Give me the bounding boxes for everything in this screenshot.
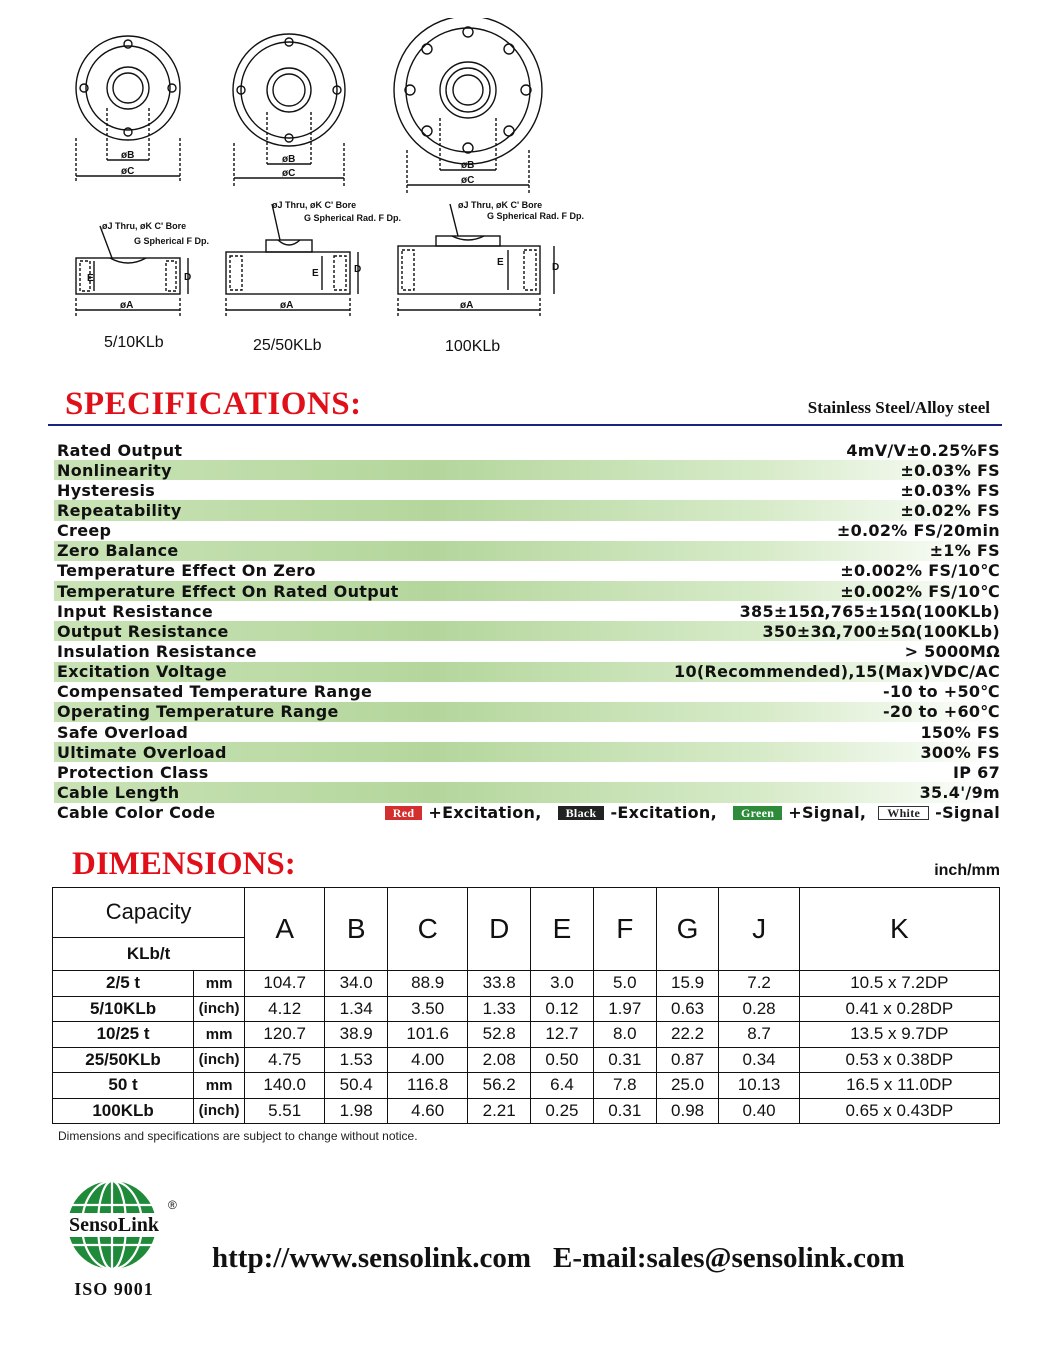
spec-label: Ultimate Overload bbox=[57, 742, 227, 762]
value-cell: 120.7 bbox=[245, 1022, 325, 1048]
unit-cell: mm bbox=[194, 1073, 245, 1099]
value-cell: 4.00 bbox=[388, 1047, 468, 1073]
red-chip: Red bbox=[385, 806, 423, 820]
spec-row bbox=[54, 460, 1002, 480]
sensolink-logo bbox=[52, 1175, 182, 1305]
value-cell: 2.08 bbox=[468, 1047, 531, 1073]
capacity-cell: 5/10KLb bbox=[53, 996, 194, 1022]
spec-row bbox=[54, 440, 1002, 460]
unit-note: inch/mm bbox=[934, 862, 1000, 879]
col-header-j: J bbox=[719, 888, 799, 971]
specifications-list bbox=[54, 440, 1002, 823]
value-cell: 5.0 bbox=[593, 971, 656, 997]
green-wire-function: +Signal, bbox=[788, 803, 867, 823]
value-cell: 1.33 bbox=[468, 996, 531, 1022]
spec-value: 150% FS bbox=[920, 722, 1000, 742]
technical-drawings bbox=[40, 18, 660, 368]
value-cell: 140.0 bbox=[245, 1073, 325, 1099]
table-row bbox=[53, 1047, 1000, 1073]
spec-value: ±0.02% FS/20min bbox=[836, 521, 1000, 541]
dim-label-b-3: øB bbox=[461, 160, 475, 171]
capacity-cell: 50 t bbox=[53, 1073, 194, 1099]
spec-label: Excitation Voltage bbox=[57, 662, 227, 682]
spec-value: ±0.002% FS/10℃ bbox=[840, 581, 1000, 601]
value-cell: 4.12 bbox=[245, 996, 325, 1022]
table-row bbox=[53, 971, 1000, 997]
spec-row bbox=[54, 702, 1002, 722]
col-header-k: K bbox=[799, 888, 999, 971]
spec-value: ±0.02% FS bbox=[900, 500, 1000, 520]
black-wire-function: -Excitation, bbox=[610, 803, 717, 823]
spec-row bbox=[54, 621, 1002, 641]
registered-mark: ® bbox=[168, 1198, 177, 1212]
spec-row bbox=[54, 480, 1002, 500]
value-cell: 0.31 bbox=[593, 1047, 656, 1073]
spec-label: Nonlinearity bbox=[57, 460, 172, 480]
specifications-rule bbox=[48, 424, 1002, 426]
dim-label-c-2: øC bbox=[282, 168, 296, 179]
value-cell: 7.2 bbox=[719, 971, 799, 997]
callout-large-1: øJ Thru, øK C' Bore bbox=[458, 200, 543, 210]
spec-label: Temperature Effect On Rated Output bbox=[57, 581, 399, 601]
value-cell: 22.2 bbox=[656, 1022, 719, 1048]
table-row bbox=[53, 1022, 1000, 1048]
dim-label-d-2: D bbox=[354, 264, 362, 275]
col-header-c: C bbox=[388, 888, 468, 971]
value-cell: 1.98 bbox=[325, 1098, 388, 1124]
spec-label: Hysteresis bbox=[57, 480, 156, 500]
table-row bbox=[53, 1073, 1000, 1099]
value-cell: 1.34 bbox=[325, 996, 388, 1022]
col-header-e: E bbox=[531, 888, 594, 971]
caption-25-50klb: 25/50KLb bbox=[253, 337, 322, 354]
value-cell: 0.12 bbox=[531, 996, 594, 1022]
value-cell: 8.7 bbox=[719, 1022, 799, 1048]
value-cell: 38.9 bbox=[325, 1022, 388, 1048]
capacity-cell: 10/25 t bbox=[53, 1022, 194, 1048]
dimensions-table bbox=[52, 887, 1000, 1124]
capacity-cell: 2/5 t bbox=[53, 971, 194, 997]
email-link[interactable]: E-mail:sales@sensolink.com bbox=[553, 1242, 905, 1274]
value-cell: 104.7 bbox=[245, 971, 325, 997]
white-chip: White bbox=[878, 806, 929, 820]
cable-color-row bbox=[54, 803, 1002, 823]
value-cell: 0.41 x 0.28DP bbox=[799, 996, 999, 1022]
callout-mid-2: G Spherical Rad. F Dp. bbox=[304, 213, 402, 223]
value-cell: 10.5 x 7.2DP bbox=[799, 971, 999, 997]
value-cell: 1.53 bbox=[325, 1047, 388, 1073]
specifications-heading: SPECIFICATIONS: bbox=[65, 386, 362, 422]
spec-label: Input Resistance bbox=[57, 601, 214, 621]
spec-value: 350±3Ω,700±5Ω(100KLb) bbox=[762, 621, 1000, 641]
value-cell: 0.50 bbox=[531, 1047, 594, 1073]
spec-label: Safe Overload bbox=[57, 722, 189, 742]
col-header-b: B bbox=[325, 888, 388, 971]
dim-label-e-2: E bbox=[312, 268, 319, 279]
value-cell: 7.8 bbox=[593, 1073, 656, 1099]
spec-row bbox=[54, 762, 1002, 782]
value-cell: 0.31 bbox=[593, 1098, 656, 1124]
spec-value: ±0.03% FS bbox=[900, 480, 1000, 500]
footer-contact bbox=[212, 1242, 905, 1275]
capacity-header: Capacity bbox=[53, 888, 245, 938]
spec-row bbox=[54, 541, 1002, 561]
website-link[interactable]: http://www.sensolink.com bbox=[212, 1242, 532, 1274]
dim-label-a-3: øA bbox=[460, 300, 474, 311]
value-cell: 33.8 bbox=[468, 971, 531, 997]
header-row bbox=[53, 888, 1000, 938]
dim-label-c-1: øC bbox=[121, 166, 135, 177]
callout-small-2: G Spherical F Dp. bbox=[134, 236, 210, 246]
spec-label: Cable Length bbox=[57, 782, 180, 802]
table-row bbox=[53, 1098, 1000, 1124]
value-cell: 15.9 bbox=[656, 971, 719, 997]
value-cell: 3.50 bbox=[388, 996, 468, 1022]
dim-label-e-3: E bbox=[497, 257, 504, 268]
dimensions-heading: DIMENSIONS: bbox=[72, 846, 296, 882]
value-cell: 0.53 x 0.38DP bbox=[799, 1047, 999, 1073]
value-cell: 16.5 x 11.0DP bbox=[799, 1073, 999, 1099]
spec-row bbox=[54, 561, 1002, 581]
spec-value: IP 67 bbox=[952, 762, 1000, 782]
spec-label: Compensated Temperature Range bbox=[57, 682, 373, 702]
dim-label-d-1: D bbox=[184, 272, 192, 283]
col-header-g: G bbox=[656, 888, 719, 971]
value-cell: 25.0 bbox=[656, 1073, 719, 1099]
spec-label: Insulation Resistance bbox=[57, 641, 257, 661]
spec-row bbox=[54, 641, 1002, 661]
col-header-f: F bbox=[593, 888, 656, 971]
unit-cell: (inch) bbox=[194, 1047, 245, 1073]
cable-color-value bbox=[385, 803, 1002, 822]
callout-large-2: G Spherical Rad. F Dp. bbox=[487, 211, 585, 221]
spec-value: 385±15Ω,765±15Ω(100KLb) bbox=[739, 601, 1000, 621]
spec-value: 10(Recommended),15(Max)VDC/AC bbox=[674, 662, 1000, 682]
value-cell: 2.21 bbox=[468, 1098, 531, 1124]
caption-100klb: 100KLb bbox=[445, 338, 501, 355]
value-cell: 52.8 bbox=[468, 1022, 531, 1048]
value-cell: 0.40 bbox=[719, 1098, 799, 1124]
value-cell: 13.5 x 9.7DP bbox=[799, 1022, 999, 1048]
iso-certification: ISO 9001 bbox=[74, 1279, 154, 1299]
col-header-d: D bbox=[468, 888, 531, 971]
disclaimer: Dimensions and specifications are subject to change without notice. bbox=[58, 1129, 418, 1143]
dim-label-a-1: øA bbox=[120, 300, 134, 311]
spec-value: -10 to +50℃ bbox=[882, 682, 1000, 702]
unit-cell: mm bbox=[194, 971, 245, 997]
spec-row bbox=[54, 581, 1002, 601]
value-cell: 34.0 bbox=[325, 971, 388, 997]
spec-value: ±0.002% FS/10℃ bbox=[840, 561, 1000, 581]
spec-label: Creep bbox=[57, 521, 112, 541]
spec-row bbox=[54, 601, 1002, 621]
value-cell: 10.13 bbox=[719, 1073, 799, 1099]
value-cell: 0.63 bbox=[656, 996, 719, 1022]
white-wire-function: -Signal bbox=[935, 803, 1000, 823]
spec-row bbox=[54, 682, 1002, 702]
cable-color-label: Cable Color Code bbox=[57, 803, 216, 823]
capacity-cell: 25/50KLb bbox=[53, 1047, 194, 1073]
dim-label-d-3: D bbox=[552, 262, 560, 273]
callout-mid-1: øJ Thru, øK C' Bore bbox=[272, 200, 357, 210]
spec-value: -20 to +60℃ bbox=[882, 702, 1000, 722]
spec-label: Repeatability bbox=[57, 500, 182, 520]
value-cell: 101.6 bbox=[388, 1022, 468, 1048]
value-cell: 50.4 bbox=[325, 1073, 388, 1099]
value-cell: 1.97 bbox=[593, 996, 656, 1022]
spec-row bbox=[54, 500, 1002, 520]
value-cell: 56.2 bbox=[468, 1073, 531, 1099]
spec-label: Protection Class bbox=[57, 762, 209, 782]
value-cell: 4.75 bbox=[245, 1047, 325, 1073]
dim-label-b-2: øB bbox=[282, 154, 296, 165]
table-row bbox=[53, 996, 1000, 1022]
spec-value: 300% FS bbox=[920, 742, 1000, 762]
unit-cell: (inch) bbox=[194, 1098, 245, 1124]
spec-row bbox=[54, 782, 1002, 802]
dim-label-c-3: øC bbox=[461, 175, 475, 186]
value-cell: 0.34 bbox=[719, 1047, 799, 1073]
col-header-a: A bbox=[245, 888, 325, 971]
callout-small-1: øJ Thru, øK C' Bore bbox=[102, 221, 187, 231]
spec-row bbox=[54, 662, 1002, 682]
unit-cell: (inch) bbox=[194, 996, 245, 1022]
black-chip: Black bbox=[558, 806, 605, 820]
spec-label: Output Resistance bbox=[57, 621, 229, 641]
value-cell: 8.0 bbox=[593, 1022, 656, 1048]
spec-label: Temperature Effect On Zero bbox=[57, 561, 316, 581]
logo-wordmark: SensoLink bbox=[68, 1214, 160, 1236]
value-cell: 0.28 bbox=[719, 996, 799, 1022]
dim-label-e-1: E bbox=[87, 273, 94, 284]
spec-value: 4mV/V±0.25%FS bbox=[846, 440, 1000, 460]
dim-label-b-1: øB bbox=[121, 150, 135, 161]
dim-label-a-2: øA bbox=[280, 300, 294, 311]
spec-row bbox=[54, 722, 1002, 742]
spec-row bbox=[54, 742, 1002, 762]
spec-label: Zero Balance bbox=[57, 541, 179, 561]
value-cell: 12.7 bbox=[531, 1022, 594, 1048]
value-cell: 3.0 bbox=[531, 971, 594, 997]
value-cell: 0.25 bbox=[531, 1098, 594, 1124]
spec-value: ±1% FS bbox=[929, 541, 1000, 561]
spec-label: Rated Output bbox=[57, 440, 183, 460]
material-note: Stainless Steel/Alloy steel bbox=[807, 398, 990, 417]
value-cell: 0.65 x 0.43DP bbox=[799, 1098, 999, 1124]
spec-value: 35.4'/9m bbox=[919, 782, 1000, 802]
value-cell: 6.4 bbox=[531, 1073, 594, 1099]
unit-cell: mm bbox=[194, 1022, 245, 1048]
caption-5-10klb: 5/10KLb bbox=[104, 334, 164, 351]
green-chip: Green bbox=[733, 806, 782, 820]
spec-value: > 5000MΩ bbox=[904, 641, 1000, 661]
value-cell: 88.9 bbox=[388, 971, 468, 997]
capacity-unit-header: KLb/t bbox=[53, 937, 245, 970]
capacity-cell: 100KLb bbox=[53, 1098, 194, 1124]
value-cell: 0.87 bbox=[656, 1047, 719, 1073]
value-cell: 116.8 bbox=[388, 1073, 468, 1099]
value-cell: 5.51 bbox=[245, 1098, 325, 1124]
spec-value: ±0.03% FS bbox=[900, 460, 1000, 480]
spec-label: Operating Temperature Range bbox=[57, 702, 339, 722]
red-wire-function: +Excitation, bbox=[428, 803, 542, 823]
value-cell: 4.60 bbox=[388, 1098, 468, 1124]
value-cell: 0.98 bbox=[656, 1098, 719, 1124]
spec-row bbox=[54, 521, 1002, 541]
